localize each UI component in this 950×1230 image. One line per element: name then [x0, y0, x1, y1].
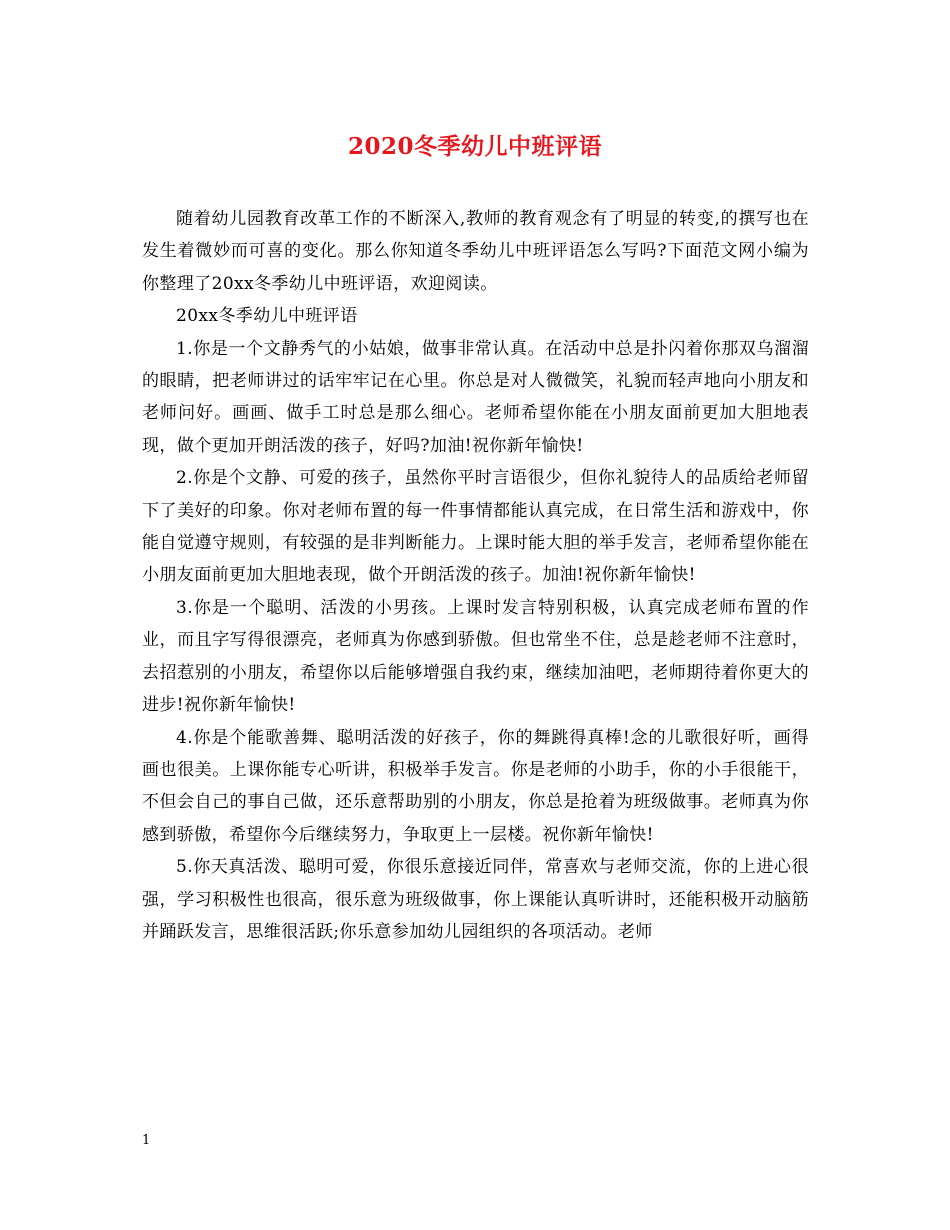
- page-number: 1: [142, 1133, 151, 1148]
- comment-paragraph-2: 2.你是个文静、可爱的孩子，虽然你平时言语很少，但你礼貌待人的品质给老师留下了美好的印象。你对老师布置的每一件事情都能认真完成，在日常生活和游戏中，你能自觉遵守规则，有较强的是非判断能力。上课时能大胆的举手发言，老师希望你能在小朋友面前更加大胆地表现，做个开朗活泼的孩子。加油!祝你新年愉快!: [142, 468, 809, 586]
- comment-paragraph-4: 4.你是个能歌善舞、聪明活泼的好孩子，你的舞跳得真棒!念的儿歌很好听，画得画也很美。上课你能专心听讲，积极举手发言。你是老师的小助手，你的小手很能干，不但会自己的事自己做，还乐意帮助别的小朋友，你总是抢着为班级做事。老师真为你感到骄傲，希望你今后继续努力，争取更上一层楼。祝你新年愉快!: [142, 727, 809, 845]
- section-heading: 20xx冬季幼儿中班评语: [176, 306, 358, 327]
- intro-paragraph: 随着幼儿园教育改革工作的不断深入,教师的教育观念有了明显的转变,的撰写也在发生着微妙而可喜的变化。那么你知道冬季幼儿中班评语怎么写吗?下面范文网小编为你整理了20xx冬季幼儿中班评语，欢迎阅读。: [142, 209, 809, 294]
- document-body: [142, 203, 809, 948]
- comment-paragraph-3: 3.你是一个聪明、活泼的小男孩。上课时发言特别积极，认真完成老师布置的作业，而且字写得很漂亮，老师真为你感到骄傲。但也常坐不住，总是趁老师不注意时，去招惹别的小朋友，希望你以后能够增强自我约束，继续加油吧，老师期待着你更大的进步!祝你新年愉快!: [142, 597, 809, 716]
- comment-paragraph-1: 1.你是一个文静秀气的小姑娘，做事非常认真。在活动中总是扑闪着你那双乌溜溜的眼睛，把老师讲过的话牢牢记在心里。你总是对人微微笑，礼貌而轻声地向小朋友和老师问好。画画、做手工时总是那么细心。老师希望你能在小朋友面前更加大胆地表现，做个更加开朗活泼的孩子，好吗?加油!祝你新年愉快!: [142, 338, 809, 456]
- comment-paragraph-5: 5.你天真活泼、聪明可爱，你很乐意接近同伴，常喜欢与老师交流，你的上进心很强，学习积极性也很高，很乐意为班级做事，你上课能认真听讲时，还能积极开动脑筋并踊跃发言，思维很活跃;你乐意参加幼儿园组织的各项活动。老师: [142, 857, 809, 942]
- document-title: 2020冬季幼儿中班评语: [347, 133, 602, 160]
